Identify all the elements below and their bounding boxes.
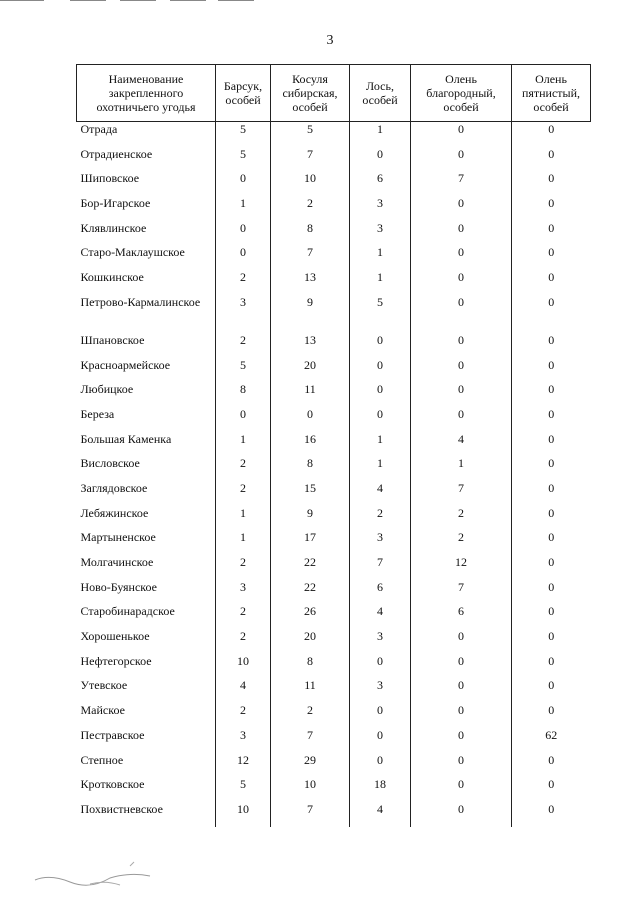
cell-name: Старо-Маклаушское (77, 245, 216, 270)
table-row (77, 358, 591, 383)
cell-spotted-deer: 0 (548, 505, 555, 520)
table-row (77, 481, 591, 506)
cell-roe-deer: 17 (271, 530, 350, 555)
cell-name: Нефтегорское (77, 654, 216, 679)
cell-badger: 1 (216, 432, 271, 457)
cell-spotted-deer: 0 (548, 777, 555, 792)
cell-roe-deer: 10 (271, 777, 350, 802)
cell-name: Кошкинское (77, 270, 216, 295)
cell-elk: 7 (350, 555, 411, 580)
cell-elk: 4 (350, 604, 411, 629)
cell-spotted-deer: 0 (548, 431, 555, 446)
header-red-deer: Олень благородный, особей (411, 65, 512, 122)
table-row (77, 580, 591, 605)
cell-name: Хорошенькое (77, 629, 216, 654)
cell-red-deer: 0 (411, 802, 512, 827)
cell-spotted-deer: 0 (548, 332, 555, 347)
cell-spotted-deer: 0 (548, 270, 555, 285)
cell-name: Отрада (77, 122, 216, 147)
cell-red-deer: 0 (411, 245, 512, 270)
cell-elk: 0 (350, 147, 411, 172)
cell-name: Лебяжинское (77, 506, 216, 531)
table-row (77, 555, 591, 580)
cell-name: Шпановское (77, 333, 216, 358)
cell-red-deer: 0 (411, 678, 512, 703)
cell-name: Старобинарадское (77, 604, 216, 629)
cell-roe-deer: 20 (271, 358, 350, 383)
table-row (77, 506, 591, 531)
cell-roe-deer: 13 (271, 333, 350, 358)
cell-spotted-deer: 0 (548, 294, 555, 309)
cell-name: Пестравское (77, 728, 216, 753)
cell-roe-deer: 8 (271, 456, 350, 481)
cell-elk: 2 (350, 506, 411, 531)
cell-spotted-deer: 0 (548, 579, 555, 594)
cell-badger: 10 (216, 802, 271, 827)
cell-red-deer: 0 (411, 358, 512, 383)
cell-red-deer: 2 (411, 506, 512, 531)
handwritten-marks (30, 860, 180, 890)
cell-roe-deer: 9 (271, 295, 350, 333)
cell-badger: 1 (216, 530, 271, 555)
table-row (77, 432, 591, 457)
cell-badger: 2 (216, 629, 271, 654)
cell-roe-deer: 7 (271, 245, 350, 270)
cell-elk: 1 (350, 122, 411, 147)
cell-red-deer: 1 (411, 456, 512, 481)
table-row (77, 407, 591, 432)
cell-badger: 2 (216, 270, 271, 295)
cell-name: Береза (77, 407, 216, 432)
table-row (77, 728, 591, 753)
cell-red-deer: 7 (411, 171, 512, 196)
cell-roe-deer: 29 (271, 753, 350, 778)
cell-badger: 8 (216, 382, 271, 407)
cell-red-deer: 0 (411, 407, 512, 432)
table-row (77, 196, 591, 221)
cell-badger: 5 (216, 122, 271, 147)
table-row (77, 245, 591, 270)
cell-red-deer: 7 (411, 481, 512, 506)
table-row (77, 147, 591, 172)
cell-roe-deer: 10 (271, 171, 350, 196)
cell-elk: 5 (350, 295, 411, 333)
cell-elk: 1 (350, 245, 411, 270)
cell-red-deer: 12 (411, 555, 512, 580)
cell-roe-deer: 13 (271, 270, 350, 295)
cell-badger: 12 (216, 753, 271, 778)
cell-elk: 18 (350, 777, 411, 802)
cell-roe-deer: 7 (271, 802, 350, 827)
cell-red-deer: 0 (411, 728, 512, 753)
cell-roe-deer: 20 (271, 629, 350, 654)
cell-badger: 2 (216, 703, 271, 728)
cell-elk: 1 (350, 432, 411, 457)
cell-roe-deer: 26 (271, 604, 350, 629)
cell-name: Ново-Буянское (77, 580, 216, 605)
cell-elk: 0 (350, 753, 411, 778)
header-elk: Лось, особей (350, 65, 411, 122)
cell-badger: 2 (216, 555, 271, 580)
cell-name: Молгачинское (77, 555, 216, 580)
cell-elk: 0 (350, 703, 411, 728)
cell-elk: 1 (350, 456, 411, 481)
cell-roe-deer: 9 (271, 506, 350, 531)
table-row (77, 270, 591, 295)
cell-elk: 4 (350, 802, 411, 827)
table-row (77, 777, 591, 802)
table-row (77, 122, 591, 147)
cell-roe-deer: 11 (271, 678, 350, 703)
cell-name: Любицкое (77, 382, 216, 407)
cell-spotted-deer: 0 (512, 122, 591, 147)
table-row (77, 221, 591, 246)
cell-name: Шиповское (77, 171, 216, 196)
cell-elk: 0 (350, 358, 411, 383)
cell-roe-deer: 7 (271, 728, 350, 753)
cell-elk: 3 (350, 530, 411, 555)
cell-badger: 0 (216, 171, 271, 196)
cell-spotted-deer: 0 (548, 480, 555, 495)
cell-roe-deer: 2 (271, 703, 350, 728)
table-row (77, 703, 591, 728)
cell-red-deer: 0 (411, 270, 512, 295)
table-row (77, 802, 591, 827)
cell-elk: 6 (350, 171, 411, 196)
cell-spotted-deer: 0 (548, 752, 555, 767)
cell-red-deer: 0 (411, 382, 512, 407)
cell-badger: 2 (216, 456, 271, 481)
cell-spotted-deer: 0 (548, 629, 555, 644)
cell-elk: 0 (350, 728, 411, 753)
cell-red-deer: 2 (411, 530, 512, 555)
cell-elk: 0 (350, 654, 411, 679)
cell-red-deer: 4 (411, 432, 512, 457)
cell-name: Красноармейское (77, 358, 216, 383)
cell-name: Утевское (77, 678, 216, 703)
cell-spotted-deer: 0 (548, 801, 555, 816)
table-row (77, 382, 591, 407)
cell-spotted-deer: 0 (548, 220, 555, 235)
cell-roe-deer: 7 (271, 147, 350, 172)
table-row (77, 753, 591, 778)
table-row (77, 629, 591, 654)
cell-red-deer: 0 (411, 777, 512, 802)
header-roe-deer: Косуля сибирская, особей (271, 65, 350, 122)
cell-badger: 4 (216, 678, 271, 703)
table-row (77, 530, 591, 555)
cell-badger: 10 (216, 654, 271, 679)
cell-spotted-deer: 0 (548, 357, 555, 372)
cell-spotted-deer: 0 (548, 171, 555, 186)
cell-badger: 0 (216, 221, 271, 246)
cell-spotted-deer: 0 (548, 146, 555, 161)
table-row (77, 171, 591, 196)
cell-name: Бор-Игарское (77, 196, 216, 221)
cell-roe-deer: 2 (271, 196, 350, 221)
cell-badger: 0 (216, 245, 271, 270)
cell-roe-deer: 22 (271, 555, 350, 580)
cell-elk: 1 (350, 270, 411, 295)
table-row (77, 654, 591, 679)
table-row (77, 678, 591, 703)
cell-elk: 6 (350, 580, 411, 605)
cell-red-deer: 0 (411, 703, 512, 728)
scan-edge-marks (0, 0, 260, 3)
cell-elk: 3 (350, 196, 411, 221)
cell-spotted-deer: 0 (548, 382, 555, 397)
cell-spotted-deer: 62 (545, 727, 558, 742)
cell-spotted-deer: 0 (548, 678, 555, 693)
cell-badger: 1 (216, 506, 271, 531)
cell-elk: 0 (350, 382, 411, 407)
cell-red-deer: 6 (411, 604, 512, 629)
cell-name: Клявлинское (77, 221, 216, 246)
cell-red-deer: 0 (411, 654, 512, 679)
cell-badger: 3 (216, 295, 271, 333)
cell-roe-deer: 11 (271, 382, 350, 407)
cell-elk: 4 (350, 481, 411, 506)
cell-badger: 2 (216, 481, 271, 506)
cell-spotted-deer: 0 (548, 653, 555, 668)
cell-spotted-deer: 0 (548, 530, 555, 545)
cell-spotted-deer: 0 (548, 703, 555, 718)
cell-badger: 2 (216, 333, 271, 358)
cell-spotted-deer: 0 (548, 456, 555, 471)
cell-name: Похвистневское (77, 802, 216, 827)
header-spotted-deer: Олень пятнистый, особей (512, 65, 591, 122)
cell-roe-deer: 15 (271, 481, 350, 506)
header-name: Наименование закрепленного охотничьего угодья (77, 65, 216, 122)
cell-red-deer: 0 (411, 333, 512, 358)
header-badger: Барсук, особей (216, 65, 271, 122)
cell-elk: 0 (350, 407, 411, 432)
cell-spotted-deer: 0 (548, 604, 555, 619)
cell-red-deer: 0 (411, 122, 512, 147)
cell-badger: 5 (216, 777, 271, 802)
cell-badger: 3 (216, 728, 271, 753)
table-row (77, 604, 591, 629)
cell-red-deer: 0 (411, 629, 512, 654)
table-row (77, 295, 591, 333)
cell-badger: 5 (216, 358, 271, 383)
cell-roe-deer: 0 (271, 407, 350, 432)
cell-badger: 2 (216, 604, 271, 629)
cell-red-deer: 0 (411, 295, 512, 333)
cell-spotted-deer: 0 (548, 555, 555, 569)
cell-red-deer: 0 (411, 147, 512, 172)
cell-name: Висловское (77, 456, 216, 481)
cell-roe-deer: 5 (271, 122, 350, 147)
cell-roe-deer: 22 (271, 580, 350, 605)
cell-badger: 0 (216, 407, 271, 432)
page-number: 3 (326, 33, 334, 48)
cell-elk: 3 (350, 629, 411, 654)
table-header (77, 65, 591, 122)
cell-name: Отрадиенское (77, 147, 216, 172)
cell-spotted-deer: 0 (548, 245, 555, 260)
cell-name: Степное (77, 753, 216, 778)
cell-badger: 3 (216, 580, 271, 605)
cell-spotted-deer: 0 (548, 406, 555, 421)
cell-roe-deer: 8 (271, 654, 350, 679)
table-body (77, 122, 591, 827)
cell-badger: 1 (216, 196, 271, 221)
cell-name: Петрово-Кармалинское (77, 295, 216, 333)
cell-badger: 5 (216, 147, 271, 172)
cell-elk: 3 (350, 678, 411, 703)
cell-name: Майское (77, 703, 216, 728)
table-row (77, 333, 591, 358)
cell-red-deer: 7 (411, 580, 512, 605)
cell-roe-deer: 8 (271, 221, 350, 246)
cell-name: Мартыненское (77, 530, 216, 555)
table-row (77, 456, 591, 481)
cell-elk: 0 (350, 333, 411, 358)
cell-elk: 3 (350, 221, 411, 246)
cell-name: Кротковское (77, 777, 216, 802)
cell-red-deer: 0 (411, 753, 512, 778)
cell-red-deer: 0 (411, 196, 512, 221)
cell-roe-deer: 16 (271, 432, 350, 457)
cell-name: Большая Каменка (77, 432, 216, 457)
hunting-grounds-table (76, 64, 591, 827)
cell-name: Заглядовское (77, 481, 216, 506)
cell-red-deer: 0 (411, 221, 512, 246)
cell-spotted-deer: 0 (548, 196, 555, 211)
